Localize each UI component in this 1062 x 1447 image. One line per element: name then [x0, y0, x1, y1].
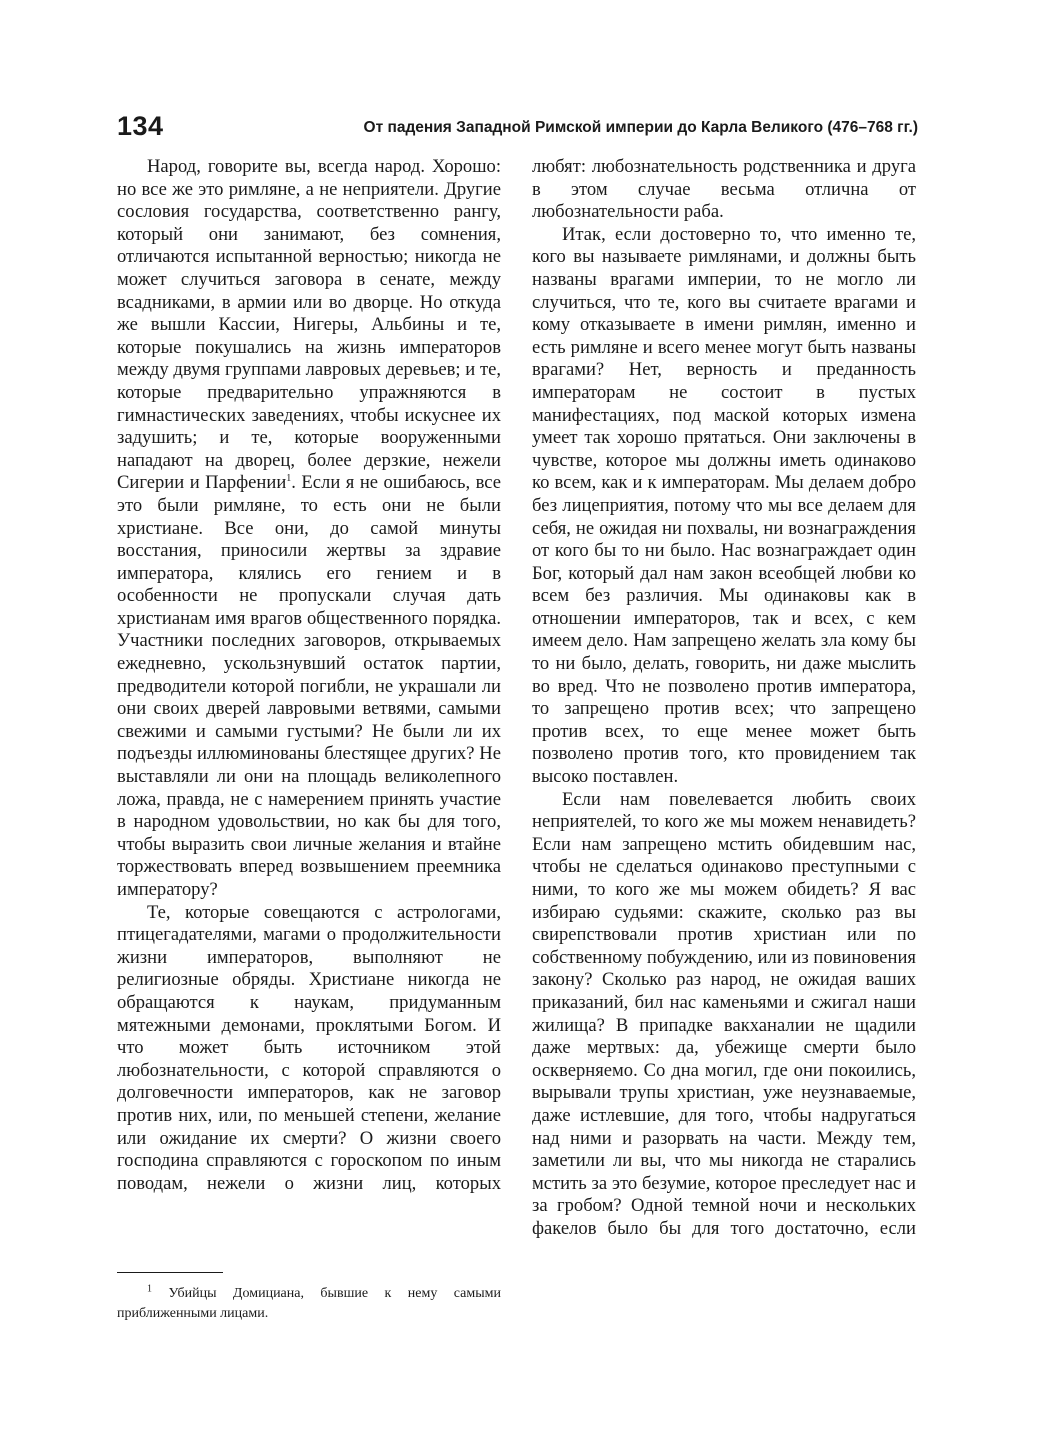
footnote-text: Убийцы Домициана, бывшие к нему самыми приближенными лицами. [117, 1286, 501, 1321]
page-header [117, 108, 918, 148]
paragraph: Итак, если достоверно то, что именно те, кого вы называете римлянами, и должны быть названы врагами империи, то не могло ли случиться, что те, кого вы считаете врагами и кому отказываете в имени римлян, именно и есть римляне и всего менее могут быть названы врагами? Нет, верность и преданность императорам не состоит в пустых манифестациях, под маской которых измена умеет так хорошо прятаться. Они заключены в чувстве, которое мы должны иметь одинаково ко всем, как и к императорам. Мы делаем добро без лицеприятия, потому что мы все делаем для себя, не ожидая ни похвалы, ни вознаграждения от кого бы то ни было. Нас вознаграждает один Бог, который дал нам закон всеобщей любви ко всем без различия. Мы одинаковы как в отношении императоров, так и всех, с кем имеем дело. Нам запрещено желать зла кому бы то ни было, делать, говорить, ни даже мыслить во вред. Что не позволено против императора, то запрещено против всех; что запрещено против всех, то еще менее может быть позволено против того, кто провидением так высоко поставлен. [532, 223, 916, 788]
footnote-divider [117, 1272, 223, 1273]
footnote-marker: 1 [147, 1283, 152, 1295]
footnote-reference: 1 [286, 473, 292, 485]
paragraph: Если нам повелевается любить своих неприятелей, то кого же мы можем ненавидеть? Если нам запрещено мстить обидевшим нас, чтобы не сделаться одинаково преступными с ними, то кого же мы можем обидеть? Я вас избираю судьями: скажите, сколько раз вы свирепствовали против христиан или по собственному побуждению, или из повиновения закону? Сколько раз народ, не ожидая ваших приказаний, бил нас каменьями и сжигал наши жилища? В припадке вакханалии не щадили даже мертвых: да, убежище смерти было оскверняемо. Со дна могил, где они покоились, вырывали трупы христиан, уже неузнаваемые, даже истлевшие, для того, чтобы надругаться над ними и разорвать на части. Между тем, заметили ли вы, что мы никогда не старались мстить за это безумие, которое преследует нас и за гробом? Одной темной ночи и нескольких факелов было бы для того достаточно, если [532, 788, 916, 1239]
paragraph: Те, которые совещаются с астрологами, птицегадателями, магами о продолжительности жизни императоров, выполняют не религиозные обряды. Христиане никогда не обращаются к наукам, придуманным мятежными демонами, проклятыми Богом. И что может быть источником этой любознательности, с которой справляются о долговечности императоров, как не заговор против них, или, по меньшей степени, желание или ожидание их смерти? О жизни своего господина справляются с гороскопом по иным поводам, нежели о жизни лиц, которых [117, 901, 501, 1194]
paragraph-text: Народ, говорите вы, всегда народ. Хорошо: но все же это римляне, а не неприятели. Другие сословия государства, соответственно рангу, который они занимают, без сомнения, отличаются испытанной верностью; никогда не может случиться заговора в сенате, между всадниками, в армии или во дворце. Но откуда же вышли Кассии, Нигеры, Альбины и те, которые покушались на жизнь императоров между двумя группами лавровых деревьев; и те, которые предварительно упражняются в гимнастических заведениях, чтобы искуснее их задушить; и те, которые вооруженными нападают на дворец, более дерзкие, нежели Сигерии и Парфении [117, 156, 501, 494]
running-title: От падения Западной Римской империи до Карла Великого (476–768 гг.) [363, 119, 918, 136]
paragraph-continued: любят: любознательность родственника и друга в этом случае весьма отлична от любознательности раба. [532, 156, 916, 223]
paragraph-text: . Если я не ошибаюсь, все это были римляне, то есть они не были христиане. Все они, до самой минуты восстания, приносили жертвы за здравие императора, клялись его гением и в особенности не пропускали случая дать христианам имя врагов общественного порядка. Участники последних заговоров, открываемых ежедневно, ускользнувший остаток партии, предводители которой погибли, не украшали ли они своих дверей лавровыми ветвями, самыми свежими и самыми густыми? Не были ли их подъезды иллюминованы блестящее других? Не выставляли ли они на площадь великолепного ложа, правда, не с намерением принять участие в народном удовольствии, но как бы для того, чтобы выразить свои личные желания и втайне торжествовать вперед возвышением преемника императору? [117, 472, 501, 900]
right-column [532, 156, 916, 1241]
paragraph [117, 156, 501, 902]
page-number: 134 [117, 111, 164, 141]
left-column [117, 156, 501, 1195]
footnote [117, 1284, 501, 1324]
